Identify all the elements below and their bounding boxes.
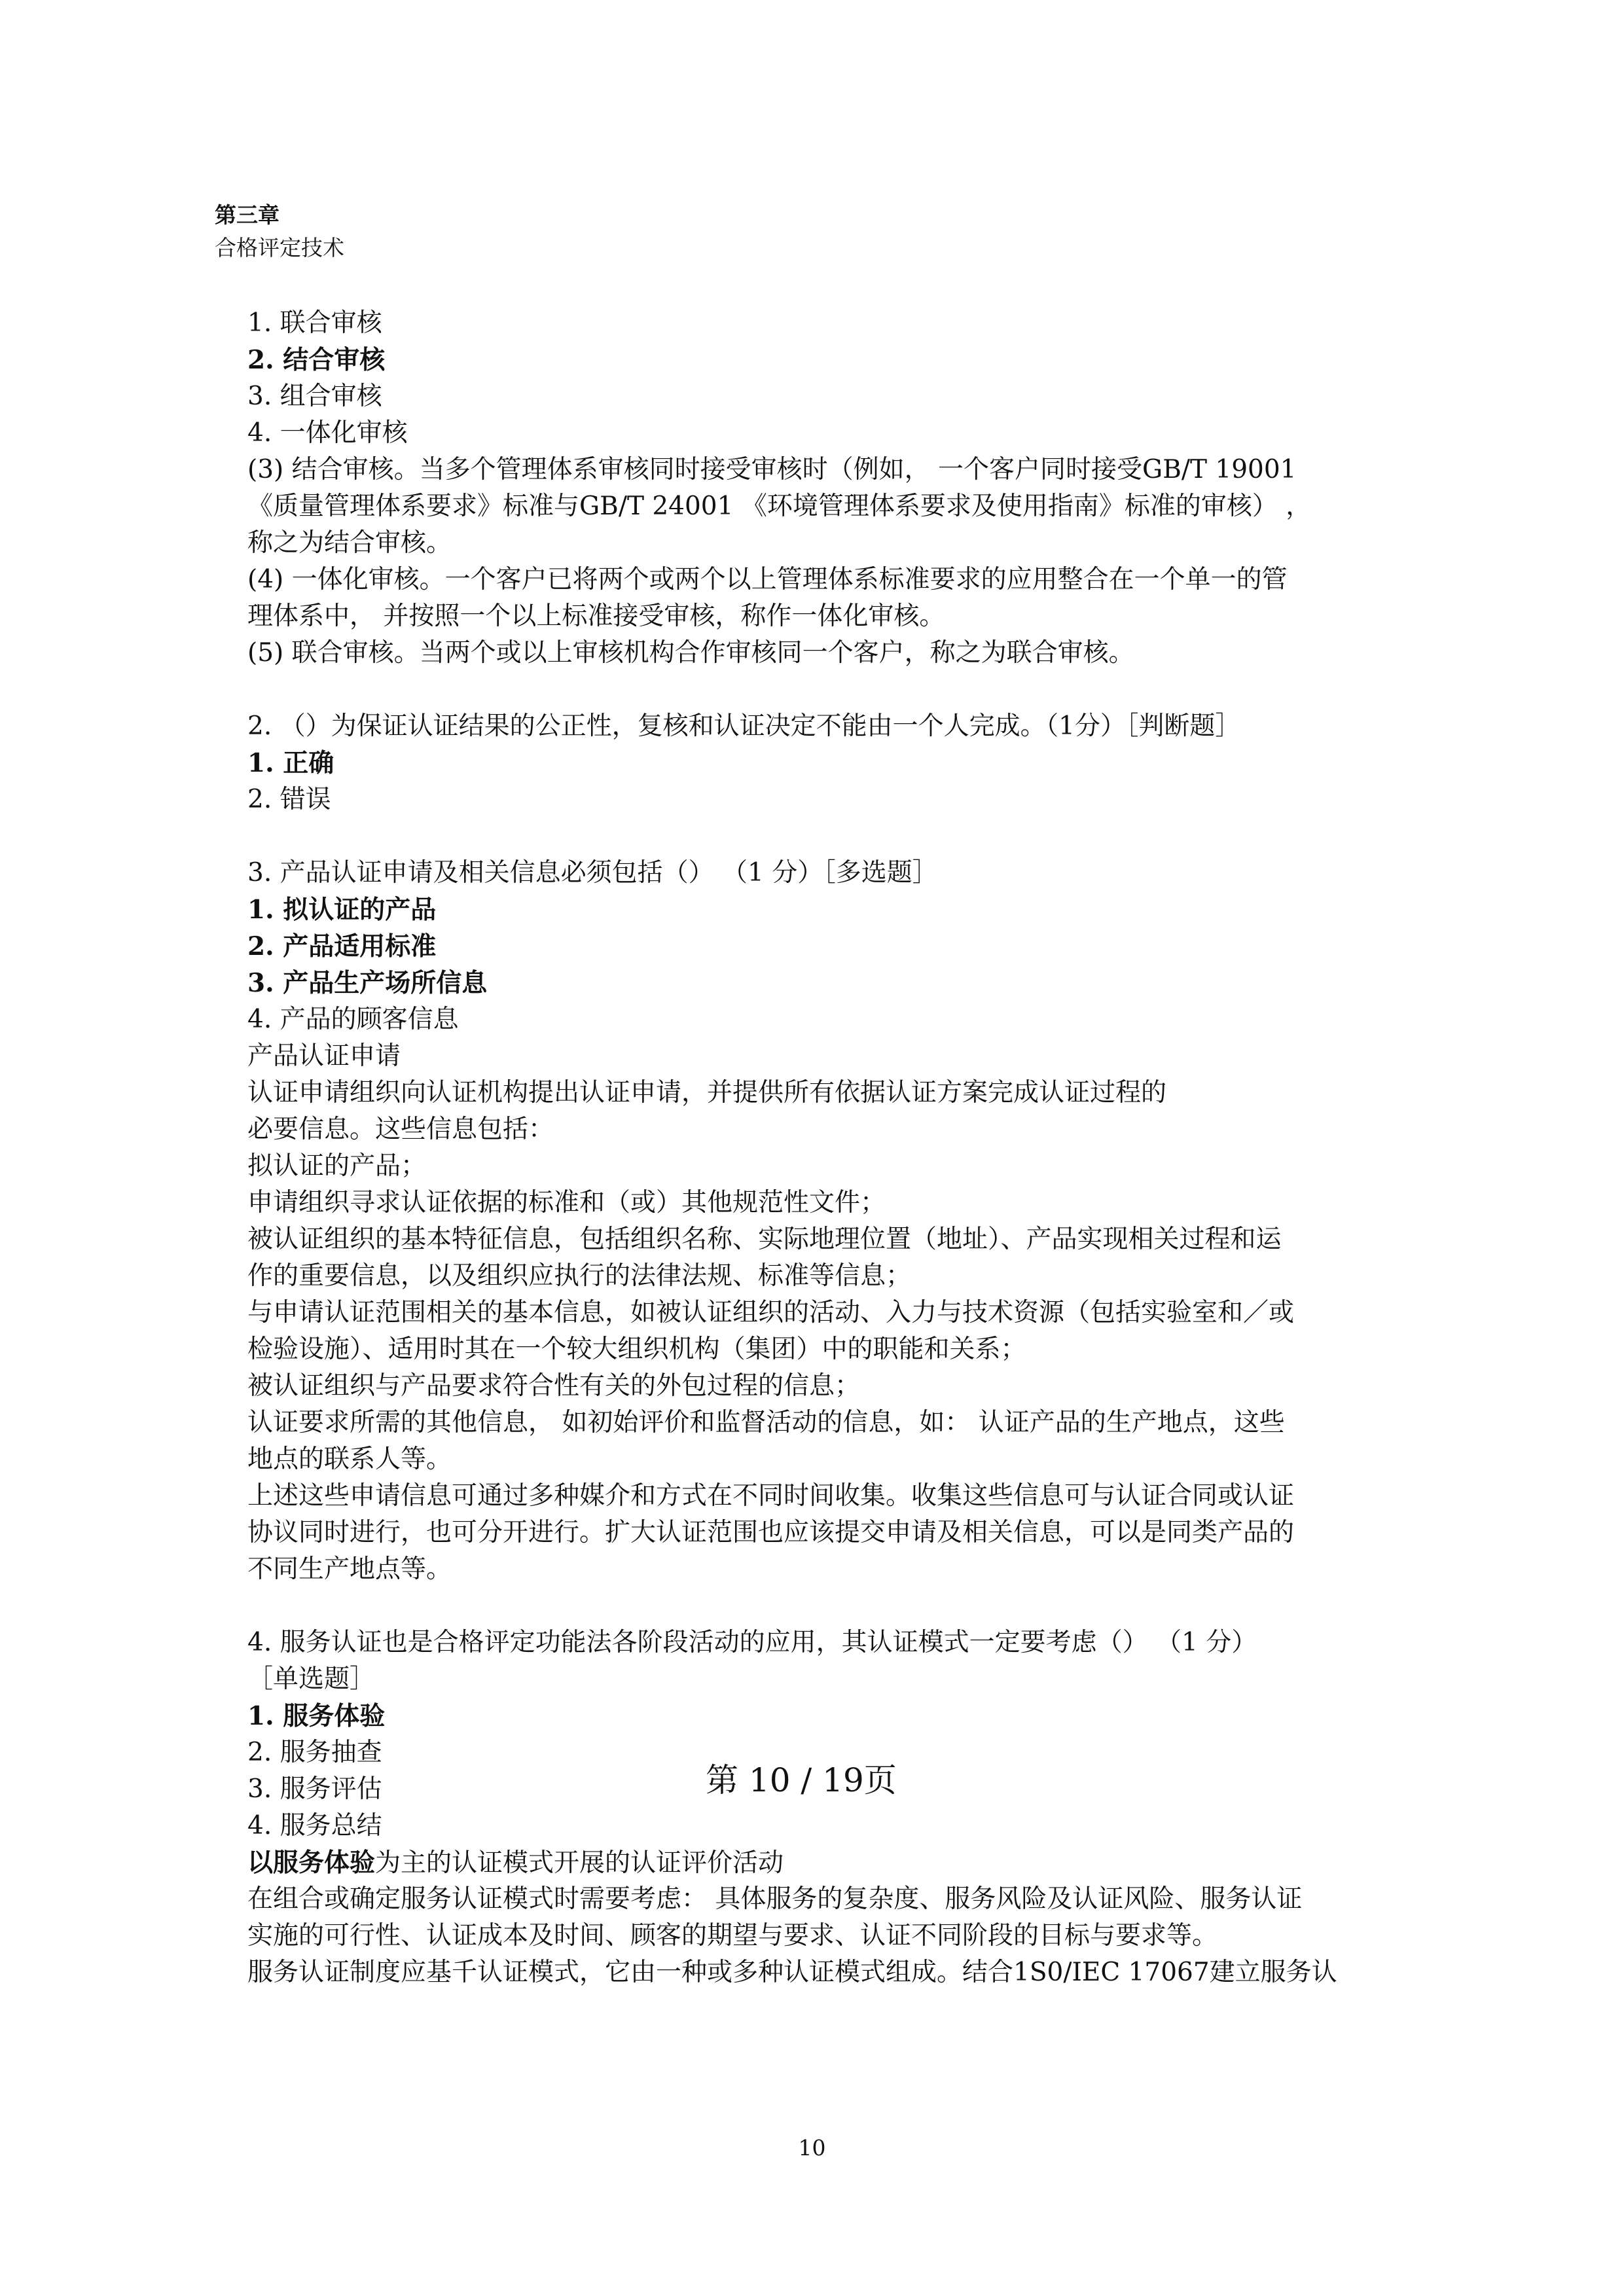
q3-explanation-line: 被认证组织的基本特征信息，包括组织名称、实际地理位置（地址）、产品实现相关过程和运 bbox=[247, 1225, 1282, 1254]
q1-explanation-line: 理体系中， 并按照一个以上标准接受审核，称作一体化审核。 bbox=[247, 601, 945, 631]
q4-option-2: 2. 服务抽查 bbox=[247, 1738, 382, 1767]
q3-option-4: 4. 产品的顾客信息 bbox=[247, 1005, 459, 1034]
chapter-subtitle: 合格评定技术 bbox=[215, 235, 344, 260]
q3-option-3-answer: 3. 产品生产场所信息 bbox=[247, 968, 488, 998]
q3-explanation-line: 不同生产地点等。 bbox=[247, 1554, 452, 1584]
q3-explanation-line: 协议同时进行，也可分开进行。扩大认证范围也应该提交申请及相关信息，可以是同类产品的 bbox=[247, 1518, 1295, 1547]
q4-option-3: 3. 服务评估 bbox=[247, 1774, 382, 1804]
q4-question-type: ［单选题］ bbox=[247, 1664, 376, 1694]
spacer bbox=[247, 1588, 1426, 1624]
page-number: 10 bbox=[798, 2135, 826, 2161]
q3-explanation-line: 作的重要信息，以及组织应执行的法律法规、标准等信息； bbox=[247, 1261, 912, 1291]
q2-option-1-answer: 1. 正确 bbox=[247, 748, 334, 778]
q2-option-2: 2. 错误 bbox=[247, 785, 331, 814]
q4-option-4: 4. 服务总结 bbox=[247, 1811, 382, 1840]
q1-explanation-line: (5) 联合审核。当两个或以上审核机构合作审核同一个客户，称之为联合审核。 bbox=[247, 638, 1134, 668]
q3-option-1-answer: 1. 拟认证的产品 bbox=[247, 895, 437, 925]
q3-explanation-line: 产品认证申请 bbox=[247, 1041, 401, 1071]
q1-option-2-answer: 2. 结合审核 bbox=[247, 345, 386, 375]
q3-explanation-line: 认证申请组织向认证机构提出认证申请，并提供所有依据认证方案完成认证过程的 bbox=[247, 1078, 1167, 1107]
q3-option-2-answer: 2. 产品适用标准 bbox=[247, 931, 437, 961]
q4-explanation-lead-rest: 为主的认证模式开展的认证评价活动 bbox=[375, 1848, 784, 1878]
q3-explanation-line: 拟认证的产品； bbox=[247, 1151, 427, 1181]
spacer bbox=[247, 672, 1426, 708]
q1-explanation-line: 《质量管理体系要求》标准与GB/T 24001 《环境管理体系要求及使用指南》标准的审核） ， bbox=[247, 492, 1312, 521]
q4-explanation-line: 实施的可行性、认证成本及时间、顾客的期望与要求、认证不同阶段的目标与要求等。 bbox=[247, 1921, 1218, 1950]
q4-option-1-answer: 1. 服务体验 bbox=[247, 1701, 386, 1731]
q1-explanation-line: (3) 结合审核。当多个管理体系审核同时接受审核时（例如， 一个客户同时接受GB/T 19001 bbox=[247, 455, 1297, 484]
q3-explanation-line: 被认证组织与产品要求符合性有关的外包过程的信息； bbox=[247, 1371, 861, 1401]
q2-question: 2. （）为保证认证结果的公正性，复核和认证决定不能由一个人完成。（1分）［判断题］ bbox=[247, 711, 1241, 741]
q3-explanation-line: 必要信息。这些信息包括： bbox=[247, 1115, 554, 1144]
spacer bbox=[247, 818, 1426, 855]
q3-explanation-line: 检验设施）、适用时其在一个较大组织机构（集团）中的职能和关系； bbox=[247, 1335, 1026, 1364]
q1-option-1: 1. 联合审核 bbox=[247, 308, 382, 338]
page-marker: 第 10 / 19页 bbox=[706, 1761, 897, 1799]
q1-explanation-line: (4) 一体化审核。一个客户已将两个或两个以上管理体系标准要求的应用整合在一个单一的管 bbox=[247, 565, 1288, 594]
q3-question: 3. 产品认证申请及相关信息必须包括（） （1 分）［多选题］ bbox=[247, 858, 938, 888]
q1-option-3: 3. 组合审核 bbox=[247, 382, 382, 411]
document-body bbox=[247, 305, 1426, 1991]
q3-explanation-line: 上述这些申请信息可通过多种媒介和方式在不同时间收集。收集这些信息可与认证合同或认证 bbox=[247, 1481, 1295, 1511]
q4-explanation-line: 在组合或确定服务认证模式时需要考虑： 具体服务的复杂度、服务风险及认证风险、服务认证 bbox=[247, 1884, 1303, 1914]
q3-explanation-line: 认证要求所需的其他信息， 如初始评价和监督活动的信息，如： 认证产品的生产地点，这些 bbox=[247, 1408, 1285, 1437]
q3-explanation-line: 与申请认证范围相关的基本信息，如被认证组织的活动、入力与技术资源（包括实验室和／或 bbox=[247, 1298, 1295, 1327]
q3-explanation-line: 申请组织寻求认证依据的标准和（或）其他规范性文件； bbox=[247, 1188, 886, 1217]
q4-explanation-line: 服务认证制度应基千认证模式，它由一种或多种认证模式组成。结合1S0/IEC 17067建立服务认 bbox=[247, 1958, 1337, 1987]
q4-question: 4. 服务认证也是合格评定功能法各阶段活动的应用，其认证模式一定要考虑（） （1 分） bbox=[247, 1628, 1257, 1657]
q4-answer-highlight: 以服务体验 bbox=[247, 1848, 376, 1878]
q3-explanation-line: 地点的联系人等。 bbox=[247, 1444, 452, 1474]
q1-option-4: 4. 一体化审核 bbox=[247, 418, 408, 448]
q1-explanation-line: 称之为结合审核。 bbox=[247, 528, 452, 558]
q4-explanation-lead bbox=[247, 1844, 1426, 1881]
chapter-heading: 第三章 bbox=[215, 202, 280, 228]
